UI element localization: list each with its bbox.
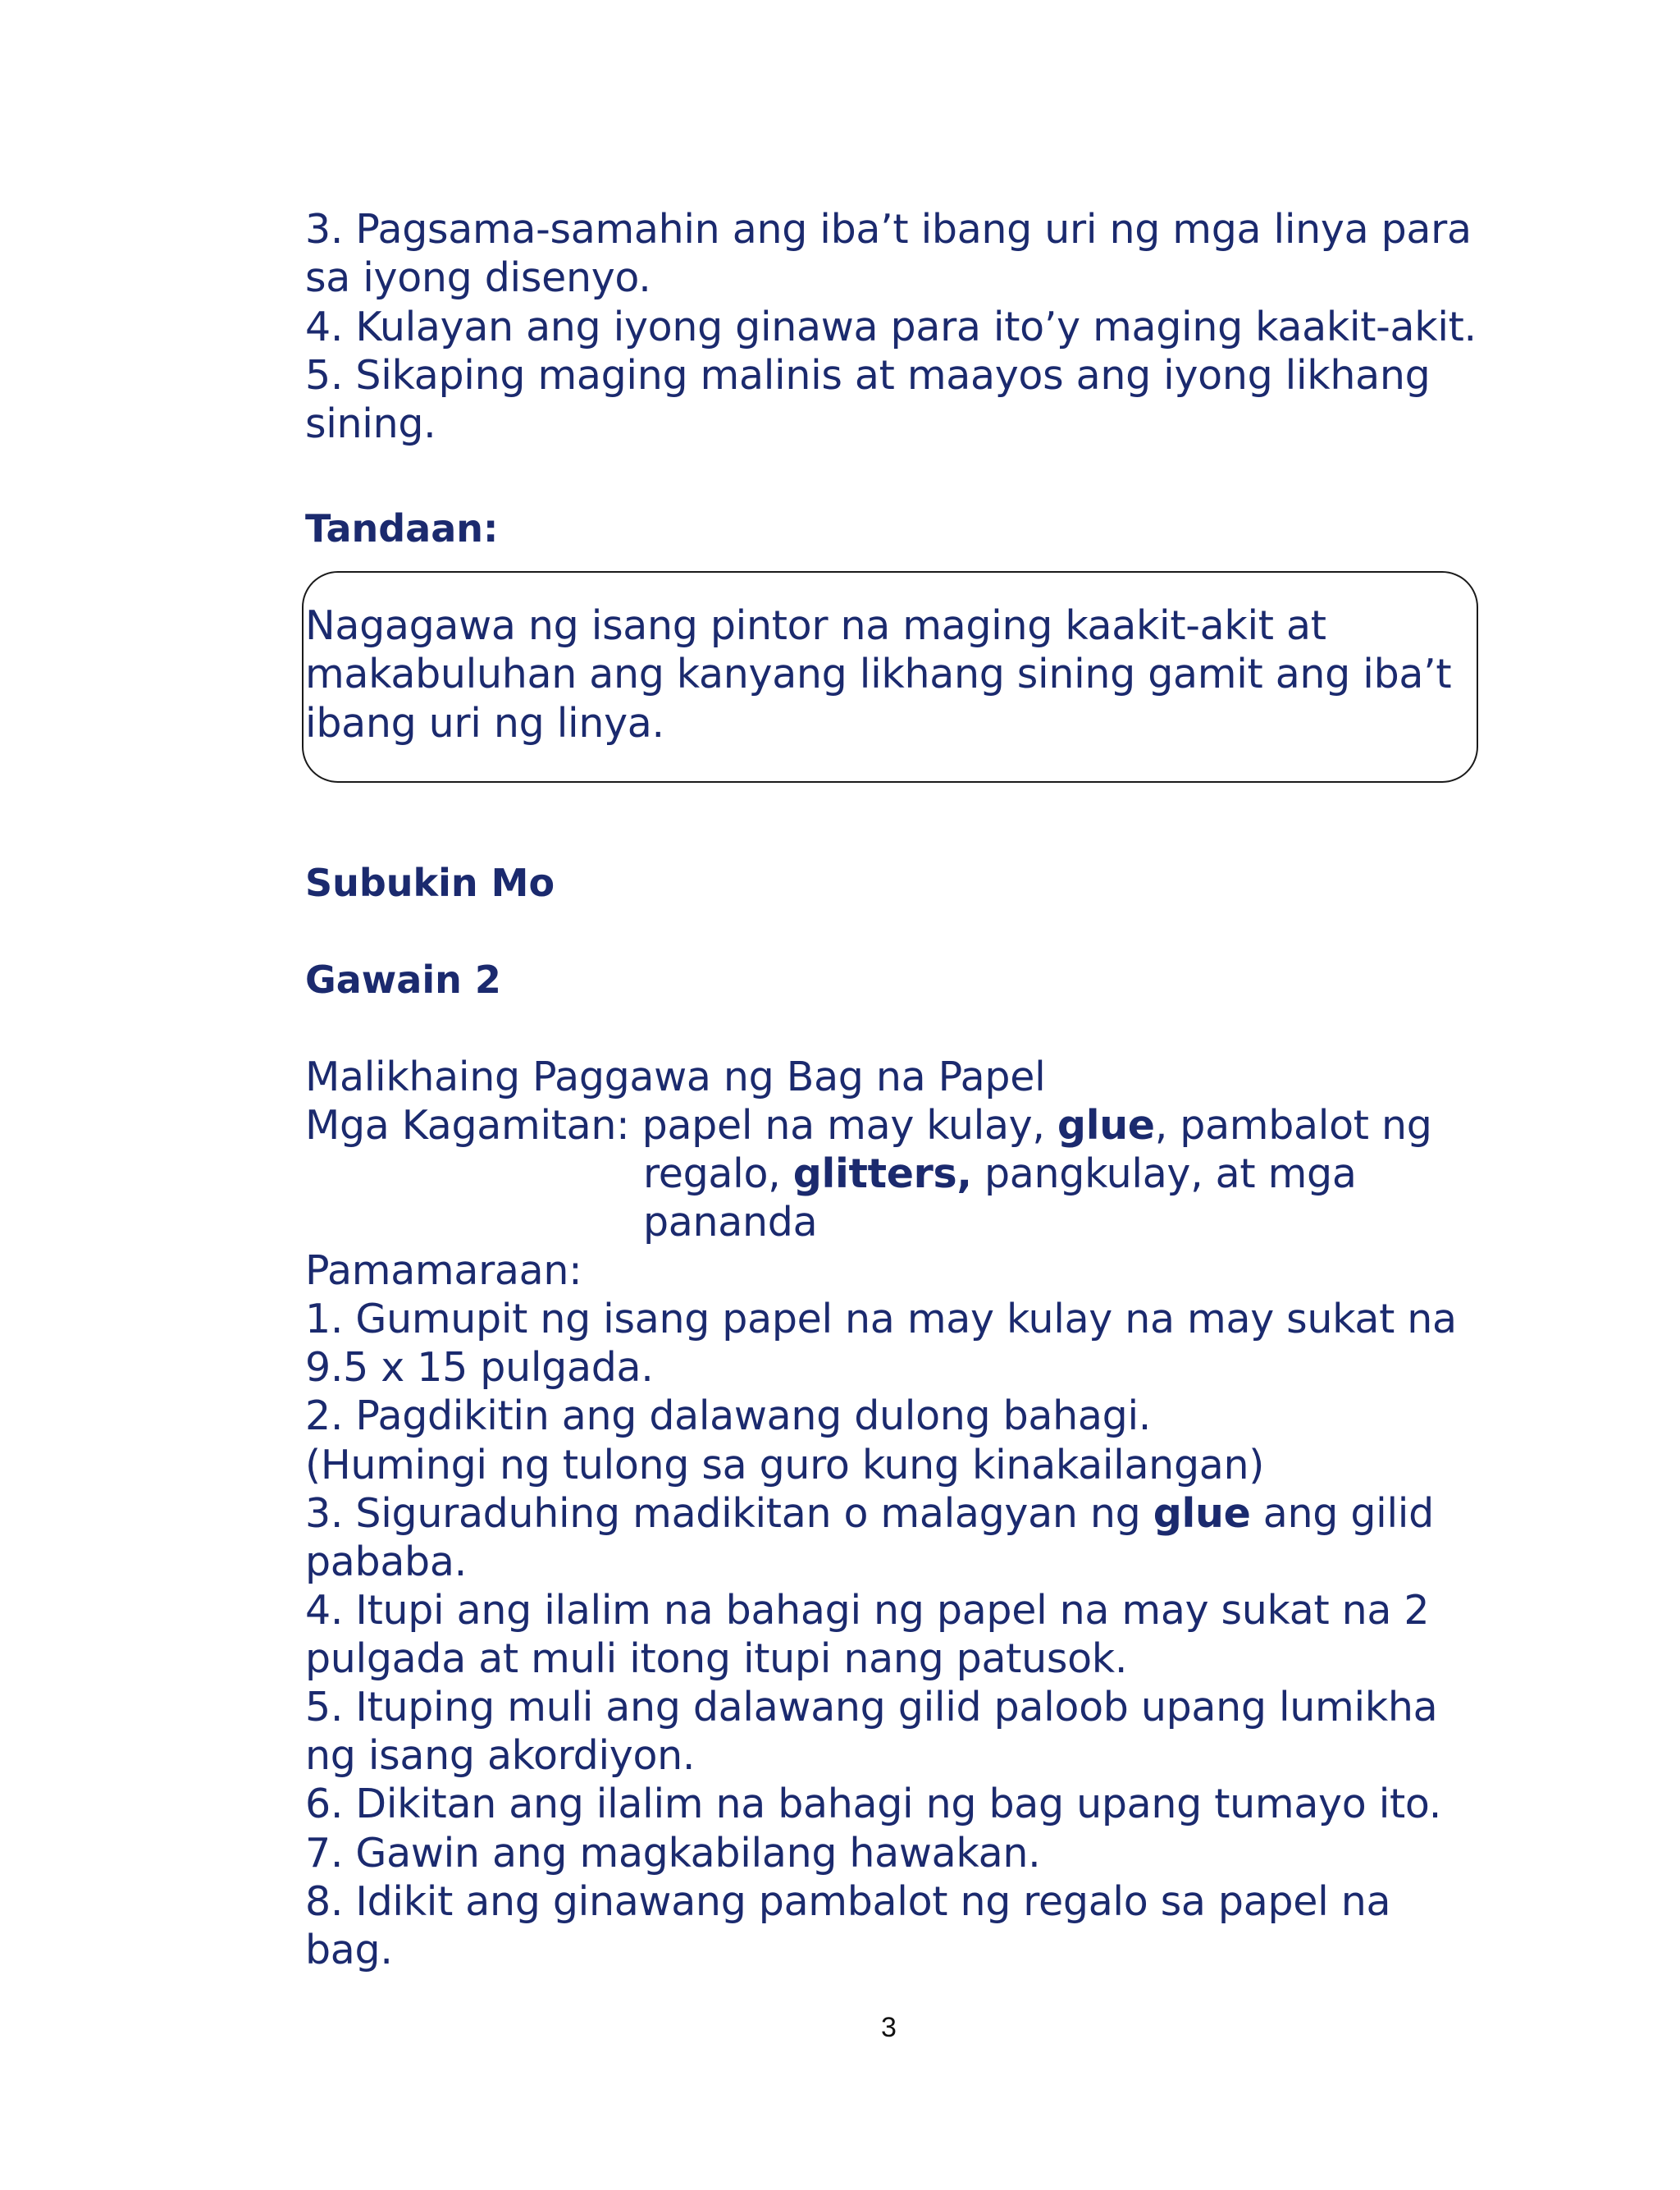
materials-line-1 bbox=[305, 1101, 1432, 1150]
proc-step-1-line-1: 1. Gumupit ng isang papel na may kulay na may sukat na bbox=[305, 1296, 1457, 1342]
proc-step-4-line-1: 4. Itupi ang ilalim na bahagi ng papel na may sukat na 2 bbox=[305, 1587, 1430, 1634]
subukin-heading: Subukin Mo bbox=[305, 861, 555, 905]
activity-heading: Gawain 2 bbox=[305, 958, 501, 1002]
proc-step-2-line-1: 2. Pagdikitin ang dalawang dulong bahagi. bbox=[305, 1392, 1152, 1439]
proc-step-5-line-1: 5. Ituping muli ang dalawang gilid paloob upang lumikha bbox=[305, 1684, 1438, 1731]
procedure-label: Pamamaraan: bbox=[305, 1247, 582, 1294]
proc-step-3-text: 3. Siguraduhing madikitan o malagyan ng bbox=[305, 1490, 1153, 1537]
proc-step-8-line-2: bag. bbox=[305, 1927, 393, 1973]
materials-label: Mga Kagamitan: bbox=[305, 1102, 642, 1149]
step-3-line-2: sa iyong disenyo. bbox=[305, 254, 651, 301]
materials-text: papel na may kulay, bbox=[641, 1102, 1057, 1149]
tandaan-text-line-3: ibang uri ng linya. bbox=[305, 700, 664, 747]
tandaan-text-line-2: makabuluhan ang kanyang likhang sining gamit ang iba’t bbox=[305, 651, 1452, 697]
glitters-bold: glitters, bbox=[792, 1150, 972, 1197]
glue-bold: glue bbox=[1153, 1490, 1251, 1537]
activity-title: Malikhaing Paggawa ng Bag na Papel bbox=[305, 1054, 1046, 1100]
glue-bold: glue bbox=[1057, 1102, 1155, 1149]
tandaan-text-line-1: Nagagawa ng isang pintor na maging kaakit-akit at bbox=[305, 602, 1326, 649]
step-5-line-2: sining. bbox=[305, 400, 436, 447]
proc-step-5-line-2: ng isang akordiyon. bbox=[305, 1732, 696, 1779]
proc-step-2-line-2: (Humingi ng tulong sa guro kung kinakailangan) bbox=[305, 1442, 1265, 1488]
step-5-line-1: 5. Sikaping maging malinis at maayos ang iyong likhang bbox=[305, 352, 1431, 399]
page-number: 3 bbox=[881, 2012, 897, 2043]
materials-text: , pambalot ng bbox=[1154, 1102, 1432, 1149]
materials-text: pangkulay, at mga bbox=[971, 1150, 1357, 1197]
step-4: 4. Kulayan ang iyong ginawa para ito’y maging kaakit-akit. bbox=[305, 304, 1477, 350]
proc-step-7: 7. Gawin ang magkabilang hawakan. bbox=[305, 1830, 1041, 1877]
proc-step-4-line-2: pulgada at muli itong itupi nang patusok. bbox=[305, 1635, 1128, 1682]
proc-step-3-text: ang gilid bbox=[1250, 1490, 1434, 1537]
proc-step-3-line-1 bbox=[305, 1489, 1434, 1538]
proc-step-8-line-1: 8. Idikit ang ginawang pambalot ng regalo sa papel na bbox=[305, 1878, 1391, 1925]
step-3-line-1: 3. Pagsama-samahin ang iba’t ibang uri ng mga linya para bbox=[305, 206, 1472, 253]
materials-line-3: pananda bbox=[643, 1199, 818, 1246]
proc-step-6: 6. Dikitan ang ilalim na bahagi ng bag upang tumayo ito. bbox=[305, 1781, 1442, 1827]
proc-step-3-line-2: pababa. bbox=[305, 1538, 467, 1585]
materials-text: regalo, bbox=[643, 1150, 793, 1197]
materials-line-2 bbox=[643, 1150, 1357, 1199]
tandaan-heading: Tandaan: bbox=[305, 506, 499, 551]
proc-step-1-line-2: 9.5 x 15 pulgada. bbox=[305, 1344, 654, 1391]
